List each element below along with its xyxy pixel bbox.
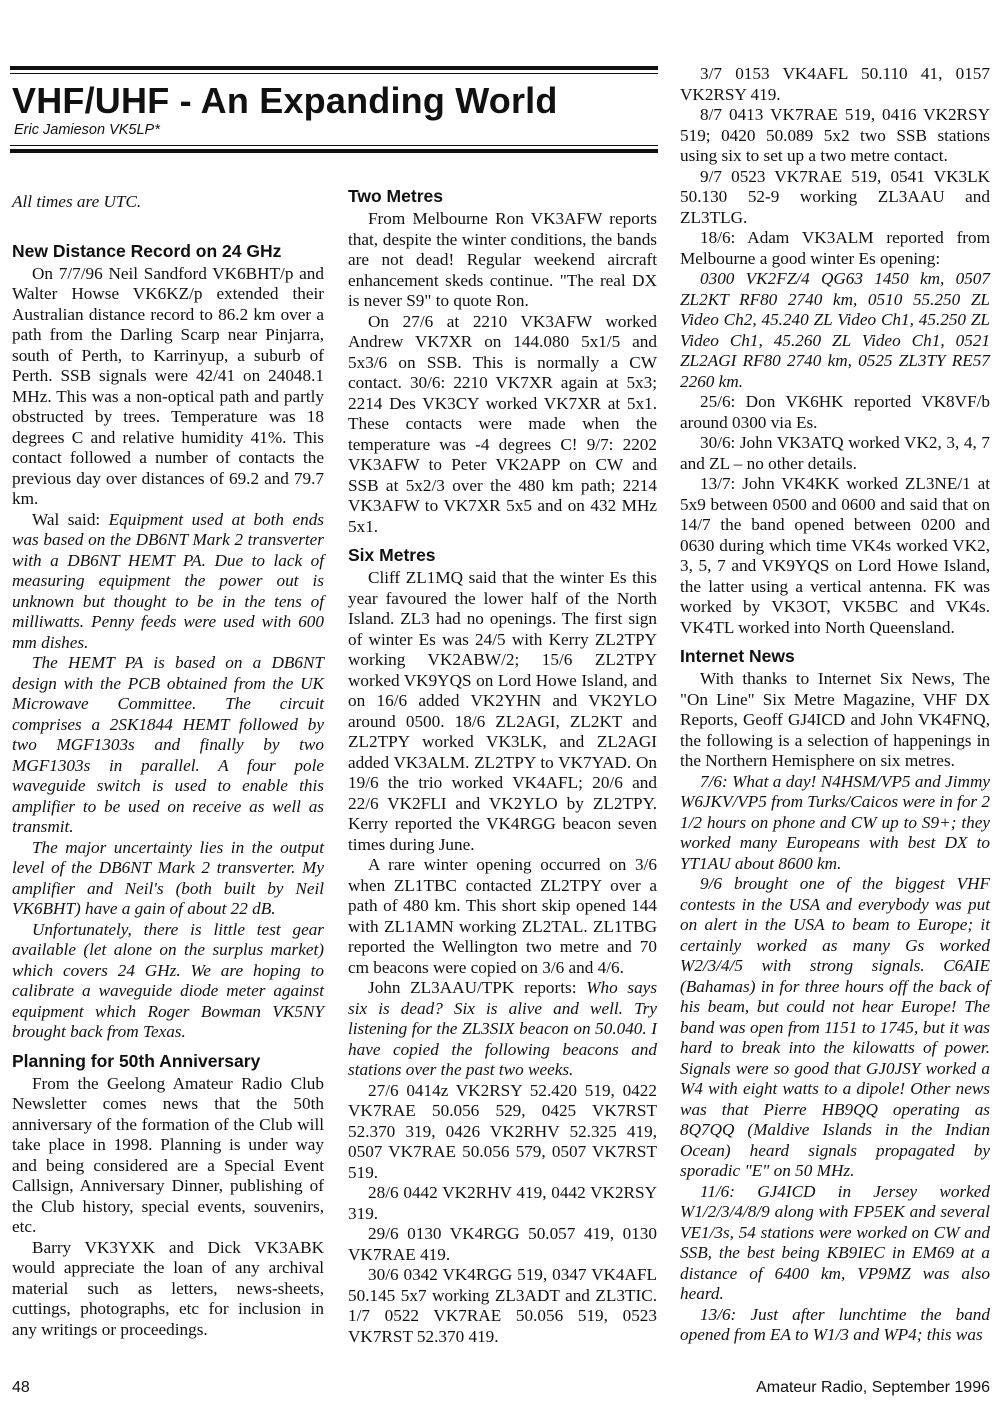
paragraph: 7/6: What a day! N4HSM/VP5 and Jimmy W6JKV/VP5 from Turks/Caicos were in for 2 1/2 hours on phone and CW up to S9+; they worked many Europeans with best DX to YT1AU about 8600 km. [680, 771, 991, 873]
quote-lead: John ZL3AAU/TPK reports: [368, 978, 587, 997]
paragraph [348, 978, 657, 1081]
publication-credit: Amateur Radio, September 1996 [756, 1379, 990, 1396]
paragraph: On 27/6 at 2210 VK3AFW worked Andrew VK7XR on 144.080 5x1/5 and 5x3/6 on SSB. This is normally a CW contact. 30/6: 2210 VK7XR again at 5x3; 2214 Des VK3CY worked VK7XR at 5x1. These contacts were made when the temperature was -4 degrees C! 9/7: 2202 VK3AFW to Peter VK2APP on CW and SSB at 5x2/3 over the 480 km path; 2214 VK3AFW to VK7XR 5x5 and on 432 MHz 5x1. [348, 311, 657, 536]
header-rule-bottom-thin [10, 145, 658, 146]
header-rule-top-thin [10, 73, 658, 74]
section-heading-distance-record: New Distance Record on 24 GHz [12, 240, 282, 261]
column-3 [680, 64, 990, 1346]
header-rule-top [10, 66, 658, 70]
quote-lead: Wal said: [32, 509, 109, 529]
section-heading-two-metres: Two Metres [348, 186, 443, 206]
quote-text: Equipment used at both ends was based on the DB6NT Mark 2 transverter with a DB6NT HEMT PA. Due to lack of measuring equipment the power out is unknown but thought to be in the tens of milliwatts. Penny feeds were used with 600 mm dishes. [12, 509, 324, 652]
paragraph: 30/6 0342 VK4RGG 519, 0347 VK4AFL 50.145 5x7 working ZL3ADT and ZL3TIC. 1/7 0522 VK7RAE 50.056 519, 0523 VK7RST 52.370 419. [348, 1265, 657, 1346]
paragraph: The major uncertainty lies in the output level of the DB6NT Mark 2 transverter. My amplifier and Neil's (both built by Neil VK6BHT) have a gain of about 22 dB. [12, 837, 324, 918]
article-title: VHF/UHF - An Expanding World [12, 80, 558, 121]
paragraph: 3/7 0153 VK4AFL 50.110 41, 0157 VK2RSY 419. [680, 64, 990, 104]
paragraph: Unfortunately, there is little test gear available (let alone on the surplus market) which covers 24 GHz. We are hoping to calibrate a waveguide diode meter against equipment which Roger Bowman VK5NY brought back from Texas. [12, 919, 324, 1041]
paragraph: 9/7 0523 VK7RAE 519, 0541 VK3LK 50.130 52-9 working ZL3AAU and ZL3TLG. [680, 166, 990, 227]
article-byline: Eric Jamieson VK5LP* [14, 122, 160, 138]
paragraph: Cliff ZL1MQ said that the winter Es this year favoured the lower half of the North Island. ZL3 had no openings. The first sign of winter Es was 24/5 with Kerry ZL2TPY working VK2ABW/2; 15/6 ZL2TPY worked VK9YQS on Lord Howe Island, and on 16/6 added VK2YHN and VK2YLO around 0500. 18/6 ZL2AGI, ZL2KT and ZL2TPY worked VK3LK, and ZL2AGI added VK3ALM. ZL2TPY to VK7YAD. On 19/6 the trio worked VK4AFL; 20/6 and 22/6 VK2FLI and VK2YLO by ZL2TPY. Kerry reported the VK4RGG beacon seven times during June. [348, 568, 657, 854]
paragraph: The HEMT PA is based on a DB6NT design with the PCB obtained from the UK Microwave Committee. The circuit comprises a 2SK1844 HEMT followed by two MGF1303s and finally by two MGF1303s in parallel. A four pole waveguide switch is used to enable this amplifier to be used on receive as well as transmit. [12, 653, 324, 836]
paragraph: 28/6 0442 VK2RHV 419, 0442 VK2RSY 319. [348, 1183, 657, 1223]
paragraph: From Melbourne Ron VK3AFW reports that, despite the winter conditions, the bands are not dead! Regular weekend aircraft enhancement skeds continue. "The real DX is never S9" to quote Ron. [348, 209, 657, 310]
paragraph: 11/6: GJ4ICD in Jersey worked W1/2/3/4/8/9 along with FP5EK and several VE1/3s, 54 stations were worked on CW and SSB, the best being KB9IEC in EM69 at a distance of 6400 km, VP9MZ was also heard. [680, 1181, 990, 1303]
paragraph: On 7/7/96 Neil Sandford VK6BHT/p and Walter Howse VK6KZ/p extended their Australian distance record to 86.2 km over a path from the Darling Scarp near Pinjarra, south of Perth, to Karrinyup, a suburb of Perth. SSB signals were 42/41 on 24048.1 MHz. This was a non-optical path and partly obstructed by trees. Temperature was 18 degrees C and relative humidity 41%. This contact followed a number of contacts the previous day over distances of 69.2 and 79.7 km. [12, 263, 324, 508]
intro-note: All times are UTC. [12, 192, 142, 211]
section-heading-six-metres: Six Metres [348, 545, 436, 565]
paragraph: 0300 VK2FZ/4 QG63 1450 km, 0507 ZL2KT RF80 2740 km, 0510 55.250 ZL Video Ch2, 45.240 ZL Video Ch1, 45.250 ZL Video Ch1, 45.260 ZL Video Ch1, 0521 ZL2AGI RF80 2740 km, 0525 ZL3TY RE57 2260 km. [680, 269, 990, 391]
paragraph: 25/6: Don VK6HK reported VK8VF/b around 0300 via Es. [680, 392, 990, 432]
section-heading-anniversary: Planning for 50th Anniversary [12, 1050, 261, 1071]
paragraph: A rare winter opening occurred on 3/6 when ZL1TBC contacted ZL2TPY over a path of 480 km. This short skip opened 144 with ZL1AMN working ZL2TAL. ZL1TBG reported the Wellington two metre and 70 cm beacons were copied on 3/6 and 4/6. [348, 855, 657, 977]
paragraph: 18/6: Adam VK3ALM reported from Melbourne a good winter Es opening: [680, 228, 990, 268]
paragraph: Barry VK3YXK and Dick VK3ABK would appreciate the loan of any archival material such as letters, news-sheets, cuttings, photographs, etc for inclusion in any writings or proceedings. [12, 1237, 324, 1339]
paragraph [12, 510, 324, 654]
header-rule-bottom [10, 149, 658, 153]
paragraph: 13/7: John VK4KK worked ZL3NE/1 at 5x9 between 0500 and 0600 and said that on 14/7 the band opened between 0200 and 0630 during which time VK4s worked VK2, 3, 5, 7 and VK9YQS on Lord Howe Island, the latter using a vertical antenna. FK was worked by VK3OT, VK5BC and VK4s. VK4TL worked into North Queensland. [680, 474, 990, 637]
paragraph: 29/6 0130 VK4RGG 50.057 419, 0130 VK7RAE 419. [348, 1224, 657, 1264]
paragraph: With thanks to Internet Six News, The "On Line" Six Metre Magazine, VHF DX Reports, Geoff GJ4ICD and John VK4FNQ, the following is a selection of happenings in the Northern Hemisphere on six metres. [680, 669, 990, 770]
paragraph: 8/7 0413 VK7RAE 519, 0416 VK2RSY 519; 0420 50.089 5x2 two SSB stations using six to set up a two metre contact. [680, 105, 990, 165]
page-number: 48 [12, 1379, 30, 1396]
paragraph: 27/6 0414z VK2RSY 52.420 519, 0422 VK7RAE 50.056 529, 0425 VK7RST 52.370 319, 0426 VK2RHV 52.325 419, 0507 VK7RAE 50.056 579, 0507 VK7RST 519. [348, 1080, 657, 1182]
column-1 [12, 192, 324, 1340]
section-heading-internet-news: Internet News [680, 646, 795, 666]
paragraph: 13/6: Just after lunchtime the band opened from EA to W1/3 and WP4; this was [680, 1304, 990, 1344]
paragraph: From the Geelong Amateur Radio Club Newsletter comes news that the 50th anniversary of the formation of the Club will take place in 1998. Planning is under way and being considered are a Special Event Callsign, Anniversary Dinner, publishing of the Club history, special events, souvenirs, etc. [12, 1073, 324, 1236]
column-2 [348, 186, 657, 1347]
paragraph: 30/6: John VK3ATQ worked VK2, 3, 4, 7 and ZL – no other details. [680, 433, 990, 473]
quote-text: Who says six is dead? Six is alive and well. Try listening for the ZL3SIX beacon on 50.040. I have copied the following beacons and stations over the past two weeks. [348, 978, 658, 1079]
paragraph: 9/6 brought one of the biggest VHF contests in the USA and everybody was put on alert in the USA to beam to Europe; it certainly worked as many Gs worked W2/3/4/5 with strong signals. C6AIE (Bahamas) in for three hours off the back of his beam, but could not hear Europe! The band was open from 1151 to 1745, but it was hard to break into the kilowatts of power. Signals were so good that GJ0JSY worked a W4 with eight watts to a dipole! Other news was that Pierre HB9QQ operating as 8Q7QQ (Maldive Islands in the Indian Ocean) heard signals propagated by sporadic "E" on 50 MHz. [680, 874, 990, 1180]
